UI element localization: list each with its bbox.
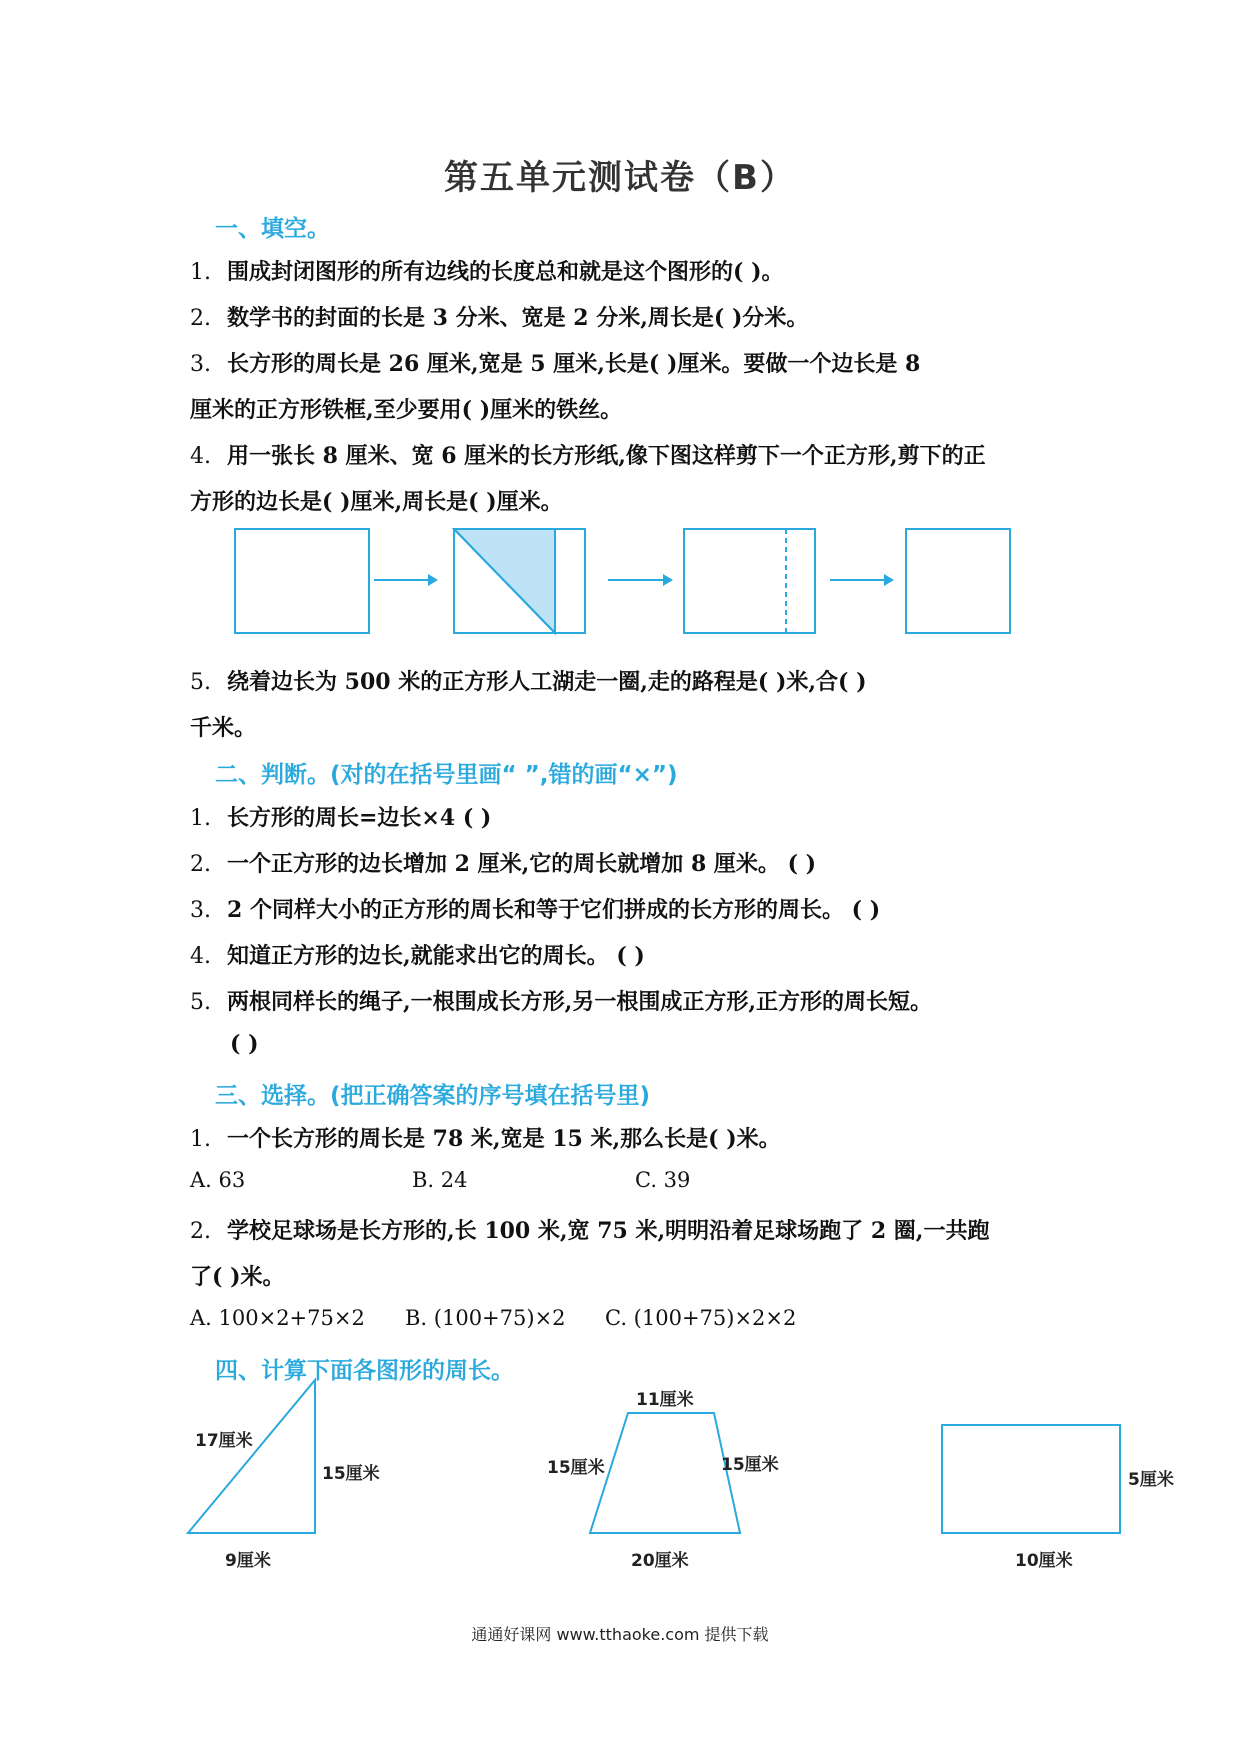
choice-question-2-cont: 了( )米。: [190, 1264, 285, 1290]
section-fill-heading: 一、填空。: [215, 216, 330, 242]
question-number: 2.: [190, 1219, 211, 1244]
section-perimeter-heading: 四、计算下面各图形的周长。: [215, 1358, 514, 1384]
question-number: 5.: [190, 670, 211, 695]
question-text: 围成封闭图形的所有边线的长度总和就是这个图形的( )。: [227, 259, 784, 285]
judge-question-5-bracket: ( ): [230, 1031, 259, 1057]
question-number: 2.: [190, 852, 211, 877]
rectangle-side-label: 5厘米: [1128, 1470, 1174, 1490]
page-title: 第五单元测试卷（B）: [444, 158, 796, 198]
question-text: 用一张长 8 厘米、宽 6 厘米的长方形纸,像下图这样剪下一个正方形,剪下的正: [227, 443, 986, 469]
section-choice-heading: 三、选择。(把正确答案的序号填在括号里): [215, 1083, 651, 1109]
rectangle: [942, 1425, 1120, 1533]
question-number: 1.: [190, 806, 211, 831]
question-text: 两根同样长的绳子,一根围成长方形,另一根围成正方形,正方形的周长短。: [227, 989, 932, 1015]
question-number: 3.: [190, 898, 211, 923]
triangle-right-label: 15厘米: [322, 1464, 380, 1484]
question-text: 绕着边长为 500 米的正方形人工湖走一圈,走的路程是( )米,合( ): [227, 669, 867, 695]
right-triangle: [188, 1380, 315, 1533]
fill-question-3-cont: 厘米的正方形铁框,至少要用( )厘米的铁丝。: [190, 397, 623, 423]
option-c: C. (100+75)×2×2: [605, 1306, 797, 1330]
option-a: A. 100×2+75×2: [190, 1306, 365, 1330]
question-text: 长方形的周长是 26 厘米,宽是 5 厘米,长是( )厘米。要做一个边长是 8: [227, 351, 921, 377]
question-number: 4.: [190, 444, 211, 469]
trapezoid-base-label: 20厘米: [631, 1551, 689, 1571]
fill-question-4-cont: 方形的边长是( )厘米,周长是( )厘米。: [190, 489, 563, 515]
trapezoid-top-label: 11厘米: [636, 1390, 694, 1410]
trapezoid-right-label: 15厘米: [721, 1455, 779, 1475]
question-text: 一个长方形的周长是 78 米,宽是 15 米,那么长是( )米。: [227, 1126, 781, 1152]
triangle-base-label: 9厘米: [225, 1551, 271, 1571]
trapezoid: [590, 1413, 740, 1533]
question-text: 长方形的周长=边长×4 ( ): [227, 805, 492, 831]
option-b: B. (100+75)×2: [405, 1306, 566, 1330]
option-a: A. 63: [190, 1168, 246, 1192]
question-number: 1.: [190, 260, 211, 285]
question-number: 5.: [190, 990, 211, 1015]
question-text: 数学书的封面的长是 3 分米、宽是 2 分米,周长是( )分米。: [227, 305, 809, 331]
question-text: 知道正方形的边长,就能求出它的周长。 ( ): [227, 943, 645, 969]
fill-question-5-cont: 千米。: [190, 715, 257, 741]
question-number: 1.: [190, 1127, 211, 1152]
option-c: C. 39: [635, 1168, 691, 1192]
rectangle-base-label: 10厘米: [1015, 1551, 1073, 1571]
question-number: 3.: [190, 352, 211, 377]
question-number: 2.: [190, 306, 211, 331]
question-text: 一个正方形的边长增加 2 厘米,它的周长就增加 8 厘米。 ( ): [227, 851, 817, 877]
option-b: B. 24: [412, 1168, 468, 1192]
triangle-hyp-label: 17厘米: [195, 1431, 253, 1451]
question-text: 2 个同样大小的正方形的周长和等于它们拼成的长方形的周长。 ( ): [227, 897, 881, 923]
trapezoid-left-label: 15厘米: [547, 1458, 605, 1478]
question-number: 4.: [190, 944, 211, 969]
question-text: 学校足球场是长方形的,长 100 米,宽 75 米,明明沿着足球场跑了 2 圈,一共跑: [227, 1218, 990, 1244]
section-judge-heading: 二、判断。(对的在括号里画“ ”,错的画“×”): [215, 762, 678, 788]
footer-credit: 通通好课网 www.tthaoke.com 提供下载: [471, 1625, 769, 1644]
